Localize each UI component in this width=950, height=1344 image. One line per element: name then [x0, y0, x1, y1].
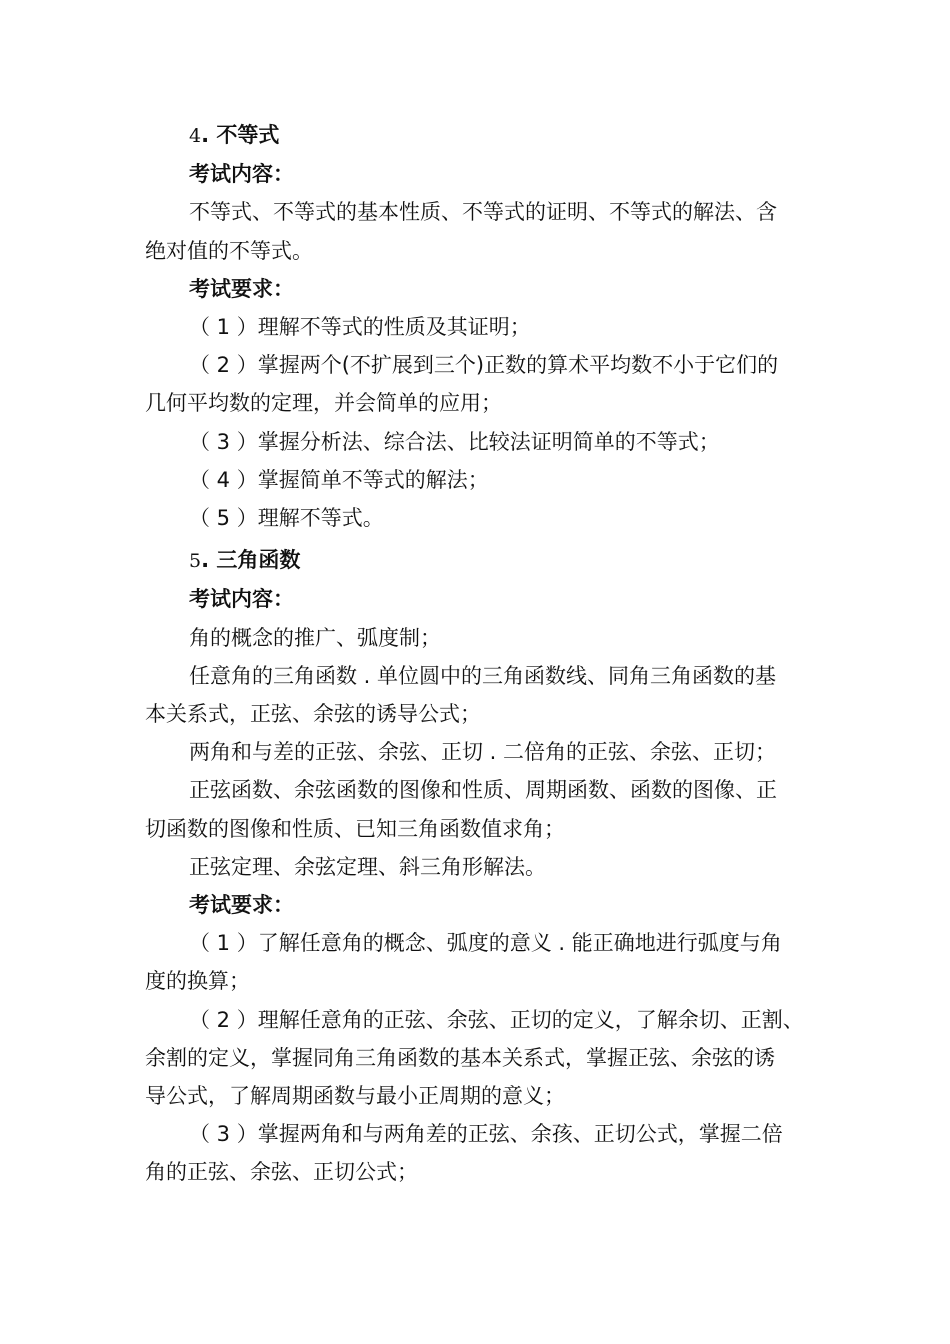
section-4-heading	[145, 116, 810, 155]
section-5-requirement-2-line-1: （ 2 ）理解任意角的正弦、余弦、正切的定义，了解余切、正割、	[189, 1007, 804, 1032]
section-5-content-5: 正弦定理、余弦定理、斜三角形解法。	[189, 854, 546, 879]
section-5-content-4-line-2: 切函数的图像和性质、已知三角函数值求角；	[145, 816, 565, 841]
section-5-requirement-3-line-2: 角的正弦、余弦、正切公式；	[145, 1160, 418, 1185]
section-5-requirement-1-line-1: （ 1 ）了解任意角的概念、弧度的意义 . 能正确地进行弧度与角	[189, 931, 782, 956]
section-4-requirement-5: （ 5 ）理解不等式。	[189, 506, 384, 531]
section-4-requirement-2-line-1: （ 2 ）掌握两个(不扩展到三个)正数的算术平均数不小于它们的	[189, 353, 779, 378]
section-4-requirement-2-line-2: 几何平均数的定理，并会简单的应用；	[145, 391, 502, 416]
section-4-requirement-3: （ 3 ）掌握分析法、综合法、比较法证明简单的不等式；	[189, 429, 720, 454]
section-5-content-heading: 考试内容：	[189, 587, 294, 612]
section-5-title: . 三角函数	[201, 548, 301, 573]
section-4-content-heading: 考试内容：	[189, 162, 294, 187]
section-5-requirement-3-line-1: （ 3 ）掌握两角和与两角差的正弦、余孩、正切公式，掌握二倍	[189, 1122, 783, 1147]
section-4-content-line-2: 绝对值的不等式。	[145, 238, 313, 263]
section-5-requirement-2-line-2: 余割的定义，掌握同角三角函数的基本关系式，掌握正弦、余弦的诱	[145, 1045, 775, 1070]
section-5-content-4-line-1: 正弦函数、余弦函数的图像和性质、周期函数、函数的图像、正	[189, 778, 777, 803]
section-5-content-2-line-2: 本关系式，正弦、余弦的诱导公式；	[145, 702, 481, 727]
document-page	[145, 116, 810, 1192]
section-4-requirement-4: （ 4 ）掌握简单不等式的解法；	[189, 467, 489, 492]
section-5-number: 5	[189, 550, 202, 573]
section-5-requirements-heading: 考试要求：	[189, 893, 294, 918]
section-4-title: . 不等式	[201, 123, 280, 147]
section-5-content-1: 角的概念的推广、弧度制；	[189, 625, 441, 650]
section-4-requirement-1: （ 1 ）理解不等式的性质及其证明；	[189, 315, 531, 340]
section-4-content-line-1: 不等式、不等式的基本性质、不等式的证明、不等式的解法、含	[189, 200, 777, 225]
section-5-requirement-1-line-2: 度的换算；	[145, 969, 250, 994]
section-5-requirement-2-line-3: 导公式，了解周期函数与最小正周期的意义；	[145, 1084, 565, 1109]
section-5-content-3: 两角和与差的正弦、余弦、正切 . 二倍角的正弦、余弦、正切；	[189, 740, 777, 765]
section-4-requirements-heading: 考试要求：	[189, 276, 294, 301]
section-4-number: 4	[189, 125, 202, 147]
section-5-heading	[145, 541, 810, 580]
section-5-content-2-line-1: 任意角的三角函数 . 单位圆中的三角函数线、同角三角函数的基	[189, 663, 777, 688]
